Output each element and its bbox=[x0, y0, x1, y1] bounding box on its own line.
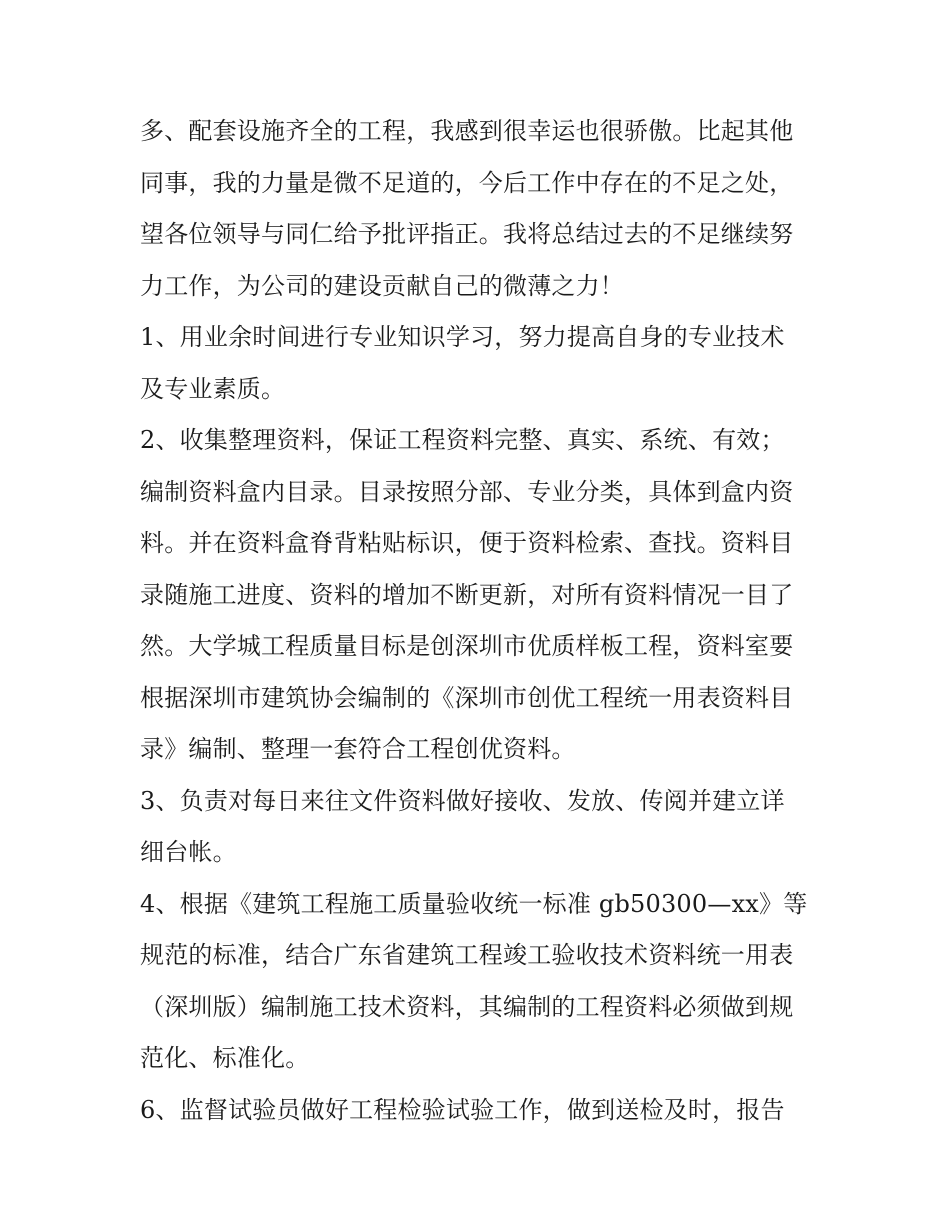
text-line: 多、配套设施齐全的工程，我感到很幸运也很骄傲。比起其他 bbox=[140, 117, 794, 145]
text-line: 料。并在资料盒脊背粘贴标识，便于资料检索、查找。资料目 bbox=[140, 529, 794, 557]
text-line: 同事，我的力量是微不足道的，今后工作中存在的不足之处， bbox=[140, 168, 794, 197]
text-line: 2、收集整理资料，保证工程资料完整、真实、系统、有效； bbox=[140, 426, 785, 454]
text-line: 及专业素质。 bbox=[140, 374, 286, 403]
text-line: （深圳版）编制施工技术资料，其编制的工程资料必须做到规 bbox=[140, 992, 794, 1021]
text-line: 1、用业余时间进行专业知识学习，努力提高自身的专业技术 bbox=[140, 323, 785, 351]
text-line: 编制资料盒内目录。目录按照分部、专业分类，具体到盒内资 bbox=[140, 477, 794, 506]
text-line: 规范的标准，结合广东省建筑工程竣工验收技术资料统一用表 bbox=[140, 941, 794, 969]
text-line: 6、监督试验员做好工程检验试验工作，做到送检及时，报告 bbox=[140, 1095, 785, 1124]
text-line: 望各位领导与同仁给予批评指正。我将总结过去的不足继续努 bbox=[140, 220, 794, 248]
body-text bbox=[140, 106, 812, 1136]
text-line: 根据深圳市建筑协会编制的《深圳市创优工程统一用表资料目 bbox=[140, 683, 794, 712]
text-line: 细台帐。 bbox=[140, 838, 237, 866]
text-line: 录》编制、整理一套符合工程创优资料。 bbox=[140, 735, 576, 763]
text-line: 力工作，为公司的建设贡献自己的微薄之力！ bbox=[140, 271, 624, 300]
text-line: 录随施工进度、资料的增加不断更新，对所有资料情况一目了 bbox=[140, 580, 794, 609]
text-line: 范化、标准化。 bbox=[140, 1044, 310, 1072]
text-line: 然。大学城工程质量目标是创深圳市优质样板工程，资料室要 bbox=[140, 632, 794, 660]
text-line: 4、根据《建筑工程施工质量验收统一标准 gb50300—xx》等 bbox=[140, 889, 808, 918]
text-line: 3、负责对每日来往文件资料做好接收、发放、传阅并建立详 bbox=[140, 786, 785, 815]
